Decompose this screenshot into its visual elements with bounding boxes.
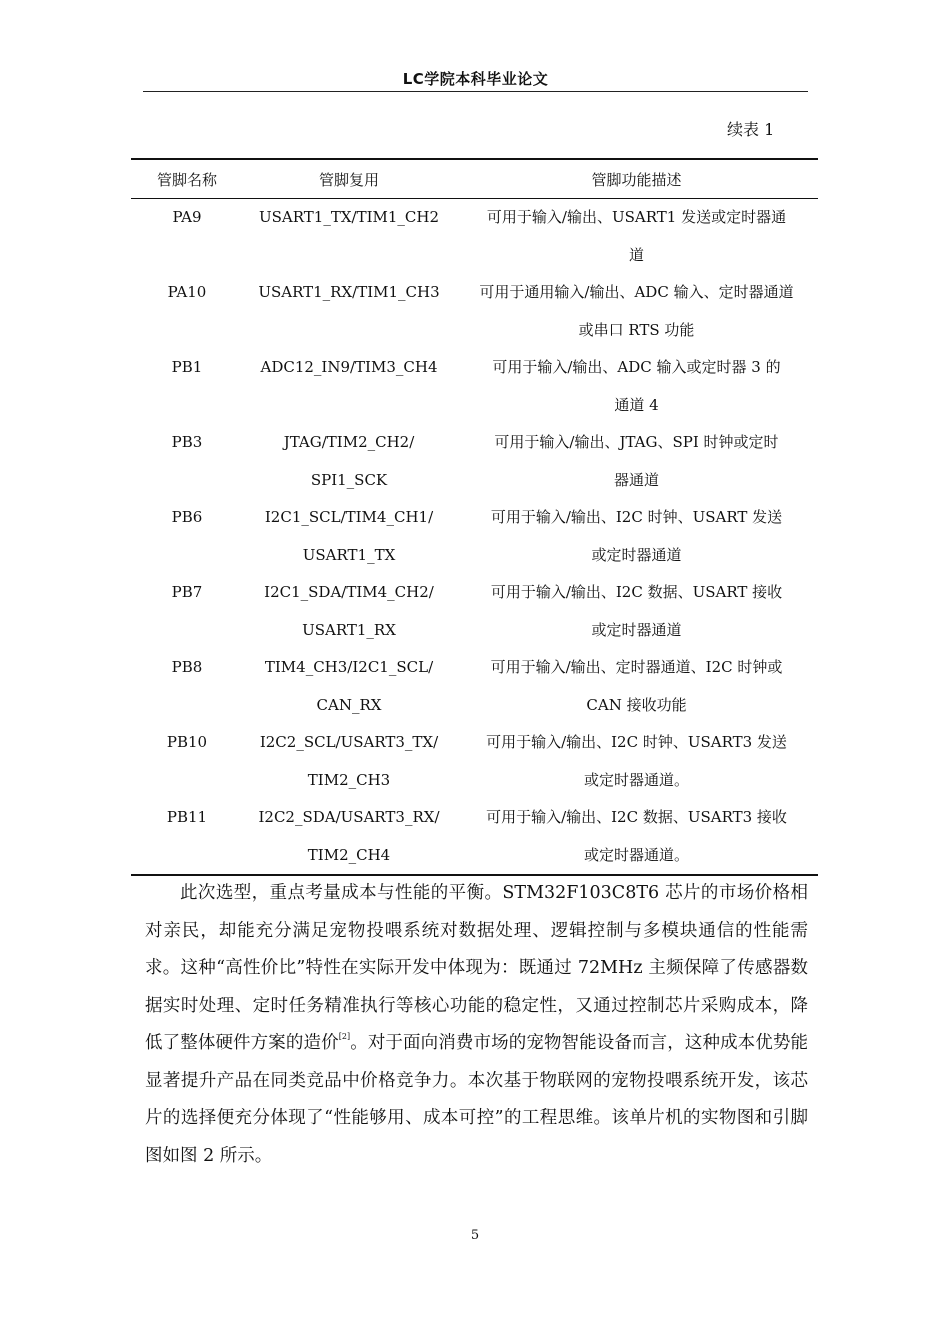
cell-pin-mux [243,649,455,724]
cell-text: PA9 [172,208,202,226]
paragraph-text-part2: 。对于面向消费市场的宠物智能设备而言，这种成本优势能显著提升产品在同类竞品中价格竞争力。本次基于物联网的宠物投喂系统开发，该芯片的选择便充分体现了“性能够用、成本可控”的工程思维。该单片机的实物图和引脚图如图 2 所示。 [145,1033,809,1166]
cell-line: 或定时器通道。 [583,770,689,789]
cell-text: PB1 [171,358,203,376]
cell-pin-mux [243,349,455,424]
cell-line: I2C2_SCL/USART3_TX/ [259,733,439,751]
cell-pin-desc [455,649,818,724]
cell-pin-name [131,724,243,799]
cell-pin-name [131,499,243,574]
cell-text: PB3 [171,433,203,451]
column-header-pin-mux: 管脚复用 [243,159,455,199]
cell-line: 可用于输入/输出、定时器通道、I2C 时钟或 [490,658,783,676]
cell-line: CAN_RX [316,695,382,714]
cell-pin-desc [455,799,818,875]
cell-pin-desc [455,274,818,349]
cell-line: 可用于输入/输出、ADC 输入或定时器 3 的 [492,358,781,376]
cell-pin-name [131,199,243,275]
cell-text: PB8 [171,658,203,676]
cell-line: ADC12_IN9/TIM3_CH4 [260,358,438,376]
cell-line: SPI1_SCK [310,470,388,489]
table-row [131,574,818,649]
cell-pin-mux [243,424,455,499]
table-body [131,199,818,876]
cell-line: 可用于输入/输出、I2C 时钟、USART 发送 [490,508,783,526]
page-number: 5 [470,1228,480,1243]
cell-line: TIM4_CH3/I2C1_SCL/ [264,658,434,676]
cell-line: JTAG/TIM2_CH2/ [283,433,415,451]
cell-line: 可用于输入/输出、I2C 数据、USART 接收 [490,583,783,601]
column-header-pin-desc: 管脚功能描述 [455,159,818,199]
cell-line: USART1_RX/TIM1_CH3 [258,283,440,301]
cell-line: 或定时器通道。 [583,845,689,864]
cell-line: USART1_TX/TIM1_CH2 [259,208,439,226]
cell-line: TIM2_CH4 [307,845,391,864]
cell-pin-name [131,349,243,424]
cell-pin-name [131,424,243,499]
cell-line: 可用于输入/输出、I2C 数据、USART3 接收 [486,808,787,826]
cell-line: 可用于输入/输出、USART1 发送或定时器通 [486,208,787,226]
cell-pin-name [131,574,243,649]
cell-line: TIM2_CH3 [307,770,391,789]
table-header-row [131,159,818,199]
cell-pin-mux [243,499,455,574]
table-row [131,799,818,875]
cell-line: I2C2_SDA/USART3_RX/ [258,808,440,826]
cell-text: PB7 [171,583,203,601]
page-header-title: LC学院本科毕业论文 [402,70,549,88]
cell-pin-desc [455,349,818,424]
cell-text: PB6 [171,508,203,526]
cell-pin-desc [455,499,818,574]
table-row [131,349,818,424]
cell-pin-mux [243,274,455,349]
table-row [131,424,818,499]
cell-line: I2C1_SCL/TIM4_CH1/ [264,508,434,526]
cell-pin-desc [455,724,818,799]
cell-line: USART1_RX [302,620,396,639]
cell-line: CAN 接收功能 [586,695,687,714]
cell-line: 或定时器通道 [591,620,682,639]
cell-line: 器通道 [613,470,659,489]
table-row [131,649,818,724]
cell-pin-desc [455,574,818,649]
cell-text: PB11 [166,808,208,826]
cell-text: PB10 [166,733,208,751]
cell-line: 通道 4 [614,395,659,414]
cell-pin-name [131,274,243,349]
cell-line: 可用于输入/输出、I2C 时钟、USART3 发送 [486,733,787,751]
cell-pin-mux [243,724,455,799]
cell-line: 可用于通用输入/输出、ADC 输入、定时器通道 [479,283,794,301]
paragraph-text-part1: 此次选型，重点考量成本与性能的平衡。STM32F103C8T6 芯片的市场价格相对亲民，却能充分满足宠物投喂系统对数据处理、逻辑控制与多模块通信的性能需求。这种“高性价比”特性在实际开发中体现为：既通过 72MHz 主频保障了传感器数据实时处理、定时任务精准执行等核心功能的稳定性，又通过控制芯片采购成本，降低了整体硬件方案的造价 [145,883,808,1053]
cell-line: I2C1_SDA/TIM4_CH2/ [264,583,434,601]
cell-line: 可用于输入/输出、JTAG、SPI 时钟或定时 [494,433,779,451]
cell-pin-desc [455,424,818,499]
cell-pin-mux [243,199,455,275]
table-row [131,199,818,275]
cell-pin-mux [243,799,455,875]
table-row [131,724,818,799]
citation-ref: [2] [338,1032,351,1041]
cell-line: 或串口 RTS 功能 [578,320,695,339]
body-paragraph [145,875,808,1175]
cell-text: PA10 [167,283,207,301]
header-rule [143,91,808,92]
cell-pin-mux [243,574,455,649]
table-row [131,499,818,574]
cell-line: USART1_TX [302,545,396,564]
pin-table [131,158,818,876]
table-caption: 续表 1 [727,120,775,139]
table-row [131,274,818,349]
column-header-pin-name: 管脚名称 [131,159,243,199]
cell-pin-name [131,649,243,724]
cell-line: 或定时器通道 [591,545,682,564]
cell-pin-desc [455,199,818,275]
cell-pin-name [131,799,243,875]
cell-line: 道 [628,245,644,264]
